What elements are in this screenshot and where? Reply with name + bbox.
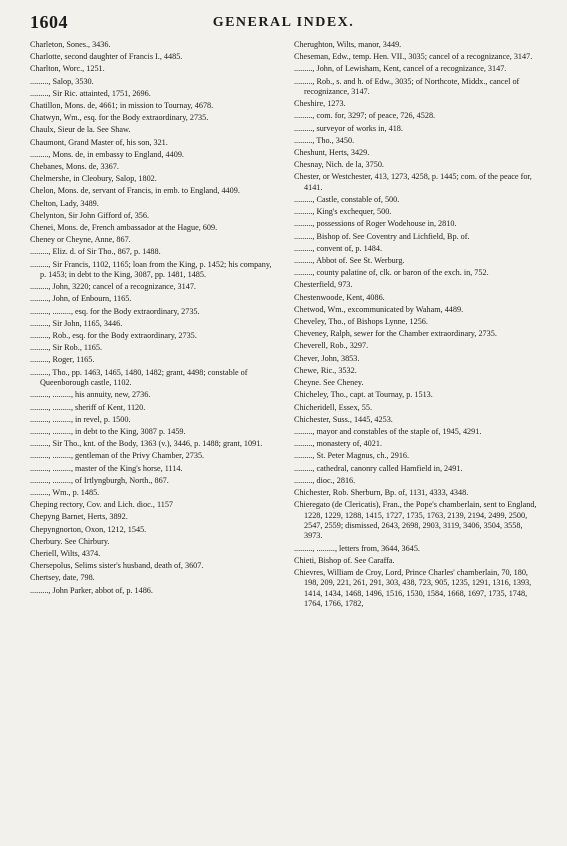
- index-entry: ........., John, 3220; cancel of a recognizance, 3147.: [30, 282, 196, 292]
- index-entry: ........., St. Peter Magnus, ch., 2916.: [294, 451, 410, 461]
- index-entry: Chaulx, Sieur de la. See Shaw.: [30, 125, 131, 135]
- index-entry: Chertsey, date, 798.: [30, 573, 95, 583]
- index-entry: ........., ........., his annuity, new, 2736.: [30, 390, 151, 400]
- index-entry: ........., convent of, p. 1484.: [294, 243, 383, 253]
- index-entry: Chatwyn, Wm., esq. for the Body extraordinary, 2735.: [30, 113, 209, 123]
- index-entry: ........., monastery of, 4021.: [294, 439, 383, 449]
- index-entry: Chaumont, Grand Master of, his son, 321.: [30, 137, 168, 147]
- index-entry: Charleton, Sones., 3436.: [30, 40, 111, 49]
- index-entry: Cheney or Cheyne, Anne, 867.: [30, 235, 131, 245]
- index-entry: ........., ........., esq. for the Body extraordinary, 2735.: [30, 306, 200, 316]
- index-entry: ........., King's exchequer, 500.: [294, 207, 392, 217]
- index-entry: ........., John, of Lewisham, Kent, cancel of a recognizance, 3147.: [294, 64, 507, 74]
- index-entry: Chelon, Mons. de, servant of Francis, in emb. to England, 4409.: [30, 186, 240, 196]
- index-entry: Cherughton, Wilts, manor, 3449.: [294, 40, 402, 49]
- index-entry: ........., Tho., 3450.: [294, 135, 355, 145]
- index-entry: Chelton, Lady, 3489.: [30, 198, 99, 208]
- index-entry: Cheverell, Rob., 3297.: [294, 341, 369, 351]
- index-entry: Chieregato (de Clericatis), Fran., the Pope's chamberlain, sent to England, 1228, 1229, 1288, 1415, 1727, 1735, 1763, 2139, 2194, 2499, 2500, 2547, 2559; dismissed, 2643, 2698, 2903, 3119, 3406, 3504, 3558, 3973.: [294, 500, 537, 541]
- index-entry: ........., Rob., esq. for the Body extraordinary, 2735.: [30, 331, 197, 341]
- index-entry: Chetwod, Wm., excommunicated by Waham, 4489.: [294, 304, 464, 314]
- index-entry: Chichester, Rob. Sherburn, Bp. of, 1131, 4333, 4348.: [294, 487, 469, 497]
- index-entry: ........., com. for, 3297; of peace, 726, 4528.: [294, 111, 436, 121]
- left-column: [30, 40, 276, 598]
- index-entry: ........., John, of Enbourn, 1165.: [30, 294, 132, 304]
- index-entry: Chewe, Ric., 3532.: [294, 365, 357, 375]
- index-entry: ........., Bishop of. See Coventry and Lichfield, Bp. of.: [294, 231, 470, 241]
- right-column: [294, 40, 540, 611]
- index-entry: Chester, or Westchester, 413, 1273, 4258, p. 1445; com. of the peace for, 4141.: [294, 172, 532, 192]
- index-entry: Cheveley, Tho., of Bishops Lynne, 1256.: [294, 317, 428, 327]
- index-entry: Charlotte, second daughter of Francis I., 4485.: [30, 52, 183, 62]
- index-entry: ........., Eliz. d. of Sir Tho., 867, p. 1488.: [30, 247, 161, 257]
- index-entry: ........., Abbot of. See St. Werburg.: [294, 256, 405, 266]
- index-entry: ........., Sir Ric. attainted, 1751, 2696.: [30, 88, 151, 98]
- index-entry: Cheping rectory, Cov. and Lich. dioc., 1157: [30, 500, 174, 510]
- index-entry: ........., John Parker, abbot of, p. 1486.: [30, 585, 153, 595]
- index-entry: Cheshire, 1273.: [294, 99, 346, 109]
- index-entry: ........., Tho., pp. 1463, 1465, 1480, 1482; grant, 4498; constable of Queenborough castle, 1102.: [30, 367, 248, 388]
- index-entry: ........., ........., in debt to the King, 3087 p. 1459.: [30, 426, 186, 436]
- index-entry: ........., surveyor of works in, 418.: [294, 123, 403, 133]
- index-entry: ........., Mons. de, in embassy to England, 4409.: [30, 149, 184, 159]
- index-columns: [30, 40, 540, 840]
- index-entry: ........., Salop, 3530.: [30, 76, 94, 86]
- index-entry: ........., Wm., p. 1485.: [30, 487, 100, 497]
- index-entry: ........., Sir John, 1165, 3446.: [30, 318, 123, 328]
- index-entry: ........., Sir Tho., knt. of the Body, 1363 (v.), 3446, p. 1488; grant, 1091.: [30, 439, 263, 449]
- index-entry: Charlton, Worc., 1251.: [30, 64, 105, 74]
- index-entry: Chesterfield, 973.: [294, 280, 353, 290]
- index-entry: ........., ........., letters from, 3644, 3645.: [294, 543, 420, 553]
- index-entry: ........., ........., in revel, p. 1500.: [30, 414, 131, 424]
- index-entry: Cherbury. See Chirbury.: [30, 536, 110, 546]
- index-entry: Cheshunt, Herts, 3429.: [294, 148, 370, 158]
- page-header: [30, 12, 537, 32]
- index-entry: Chebanes, Mons. de, 3367.: [30, 162, 119, 172]
- index-entry: Chesnay, Nich. de la, 3750.: [294, 160, 384, 170]
- index-entry: ........., ........., gentleman of the Privy Chamber, 2735.: [30, 451, 205, 461]
- index-entry: Chievres, William de Croy, Lord, Prince Charles' chamberlain, 70, 180, 198, 209, 221, 261, 291, 303, 438, 723, 905, 1235, 1291, 1316, 1393, 1414, 1434, 1468, 1496, 1516, 1530, 1584, 1668, 1697, 1735, 1748, 1764, 1766, 1782,: [294, 567, 532, 609]
- index-entry: ........., ........., of Irtlyngburgh, North., 867.: [30, 475, 169, 485]
- index-entry: Chever, John, 3853.: [294, 353, 360, 363]
- index-entry: ........., Roger, 1165.: [30, 355, 95, 365]
- page-number: 1604: [30, 12, 68, 32]
- index-entry: Cheveney, Ralph, sewer for the Chamber extraordinary, 2735.: [294, 329, 497, 339]
- index-entry: ........., Castle, constable of, 500.: [294, 195, 400, 205]
- index-entry: ........., Sir Rob., 1165.: [30, 343, 103, 353]
- index-entry: Cheyne. See Cheney.: [294, 378, 364, 388]
- index-entry: ........., county palatine of, clk. or baron of the exch. in, 752.: [294, 268, 489, 278]
- index-entry: Chicheley, Tho., capt. at Tournay, p. 1513.: [294, 390, 433, 400]
- index-entry: ........., ........., master of the King's horse, 1114.: [30, 463, 183, 473]
- index-entry: Chieti, Bishop of. See Caraffa.: [294, 555, 395, 565]
- index-entry: Chichester, Suss., 1445, 4253.: [294, 414, 393, 424]
- index-entry: ........., ........., sheriff of Kent, 1120.: [30, 402, 146, 412]
- index-entry: Chenei, Mons. de, French ambassador at the Hague, 609.: [30, 223, 218, 233]
- index-entry: Chelynton, Sir John Gifford of, 356.: [30, 210, 150, 220]
- index-entry: ........., Sir Francis, 1102, 1165; loan from the King, p. 1452; his company, p. 1453; in debt to the King, 3087, pp. 1481, 1485.: [30, 259, 272, 280]
- index-entry: ........., Rob., s. and h. of Edw., 3035; of Northcote, Middx., cancel of recognizance, 3147.: [294, 76, 520, 97]
- index-entry: Chestenwoode, Kent, 4086.: [294, 292, 385, 302]
- index-entry: Chersepolus, Selims sister's husband, death of, 3607.: [30, 561, 204, 571]
- index-entry: ........., possessions of Roger Wodehouse in, 2810.: [294, 219, 457, 229]
- index-entry: Chepyngnorton, Oxon, 1212, 1545.: [30, 524, 147, 534]
- index-entry: Chicheridell, Essex, 55.: [294, 402, 372, 412]
- index-entry: Chatillon, Mons. de, 4661; in mission to Tournay, 4678.: [30, 101, 214, 111]
- index-entry: Chepyng Barnet, Herts, 3892.: [30, 512, 128, 522]
- index-entry: ........., dioc., 2816.: [294, 475, 356, 485]
- index-entry: Chelmershe, in Cleobury, Salop, 1802.: [30, 174, 157, 184]
- index-entry: Cheriell, Wilts, 4374.: [30, 548, 101, 558]
- index-entry: ........., cathedral, canonry called Hamfield in, 2491.: [294, 463, 463, 473]
- index-entry: Cheseman, Edw., temp. Hen. VII., 3035; cancel of a recognizance, 3147.: [294, 52, 533, 62]
- index-entry: ........., mayor and constables of the staple of, 1945, 4291.: [294, 426, 482, 436]
- running-head: GENERAL INDEX.: [212, 15, 355, 30]
